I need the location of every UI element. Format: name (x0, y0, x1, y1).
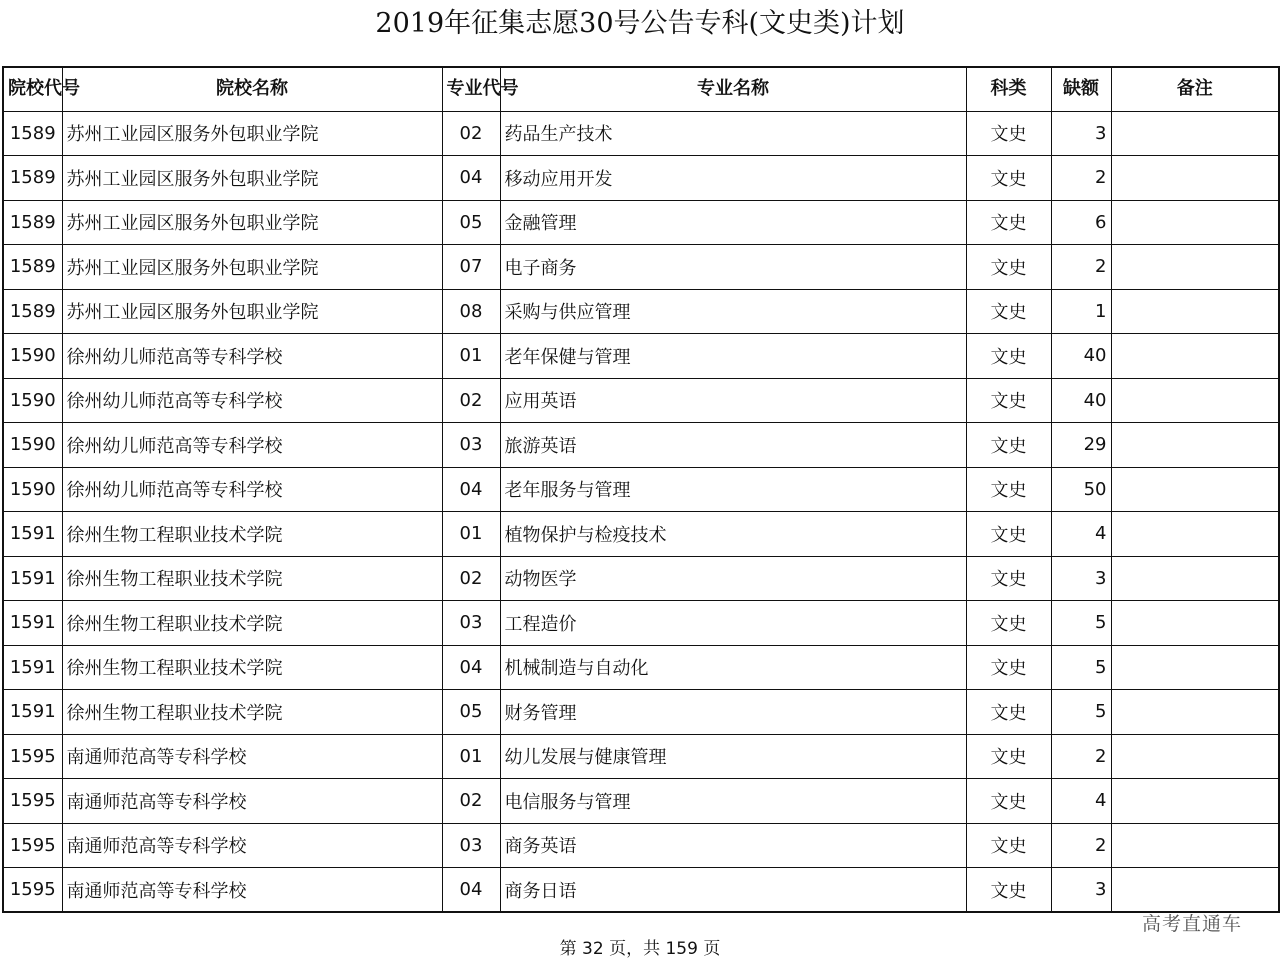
cell-note (1111, 334, 1279, 379)
cell-major-name: 幼儿发展与健康管理 (500, 734, 966, 779)
cell-quota: 5 (1051, 645, 1111, 690)
cell-major-name: 移动应用开发 (500, 156, 966, 201)
cell-note (1111, 378, 1279, 423)
cell-school-code: 1591 (3, 601, 62, 646)
cell-category: 文史 (966, 334, 1051, 379)
cell-school-name: 苏州工业园区服务外包职业学院 (62, 200, 442, 245)
cell-major-name: 机械制造与自动化 (500, 645, 966, 690)
cell-note (1111, 512, 1279, 557)
cell-school-code: 1589 (3, 200, 62, 245)
cell-category: 文史 (966, 245, 1051, 290)
cell-major-code: 03 (442, 423, 500, 468)
cell-category: 文史 (966, 289, 1051, 334)
cell-quota: 3 (1051, 111, 1111, 156)
table-header-row (3, 67, 1279, 111)
cell-school-code: 1591 (3, 556, 62, 601)
cell-quota: 2 (1051, 245, 1111, 290)
cell-note (1111, 690, 1279, 735)
cell-school-code: 1591 (3, 690, 62, 735)
cell-major-name: 药品生产技术 (500, 111, 966, 156)
table-row (3, 512, 1279, 557)
cell-category: 文史 (966, 423, 1051, 468)
cell-school-name: 苏州工业园区服务外包职业学院 (62, 156, 442, 201)
cell-quota: 6 (1051, 200, 1111, 245)
cell-school-name: 徐州生物工程职业技术学院 (62, 601, 442, 646)
cell-note (1111, 779, 1279, 824)
cell-quota: 4 (1051, 779, 1111, 824)
table-row (3, 289, 1279, 334)
cell-major-code: 04 (442, 868, 500, 913)
cell-note (1111, 645, 1279, 690)
cell-major-code: 02 (442, 111, 500, 156)
cell-major-code: 03 (442, 823, 500, 868)
cell-school-code: 1589 (3, 156, 62, 201)
cell-school-code: 1591 (3, 645, 62, 690)
cell-major-name: 老年保健与管理 (500, 334, 966, 379)
table-row (3, 690, 1279, 735)
cell-note (1111, 245, 1279, 290)
cell-school-name: 苏州工业园区服务外包职业学院 (62, 245, 442, 290)
cell-category: 文史 (966, 734, 1051, 779)
cell-school-code: 1591 (3, 512, 62, 557)
table-row (3, 334, 1279, 379)
header-major-code: 专业代号 (442, 67, 500, 111)
table-row (3, 779, 1279, 824)
header-category: 科类 (966, 67, 1051, 111)
cell-quota: 2 (1051, 156, 1111, 201)
table-row (3, 868, 1279, 913)
cell-note (1111, 556, 1279, 601)
header-note: 备注 (1111, 67, 1279, 111)
cell-category: 文史 (966, 556, 1051, 601)
table-row (3, 467, 1279, 512)
cell-school-name: 徐州生物工程职业技术学院 (62, 512, 442, 557)
cell-category: 文史 (966, 200, 1051, 245)
cell-school-name: 南通师范高等专科学校 (62, 823, 442, 868)
cell-quota: 50 (1051, 467, 1111, 512)
cell-quota: 5 (1051, 601, 1111, 646)
cell-major-name: 应用英语 (500, 378, 966, 423)
cell-note (1111, 289, 1279, 334)
cell-major-code: 05 (442, 200, 500, 245)
cell-category: 文史 (966, 512, 1051, 557)
header-major-name: 专业名称 (500, 67, 966, 111)
cell-school-name: 徐州幼儿师范高等专科学校 (62, 467, 442, 512)
cell-major-name: 财务管理 (500, 690, 966, 735)
cell-school-name: 徐州幼儿师范高等专科学校 (62, 334, 442, 379)
cell-school-code: 1595 (3, 779, 62, 824)
cell-major-code: 01 (442, 334, 500, 379)
cell-major-code: 02 (442, 779, 500, 824)
table-row (3, 245, 1279, 290)
page-title: 2019年征集志愿30号公告专科(文史类)计划 (375, 8, 905, 39)
cell-major-code: 04 (442, 645, 500, 690)
cell-quota: 1 (1051, 289, 1111, 334)
cell-note (1111, 868, 1279, 913)
table-row (3, 111, 1279, 156)
cell-school-name: 苏州工业园区服务外包职业学院 (62, 289, 442, 334)
cell-school-code: 1590 (3, 423, 62, 468)
page-number-footer: 第 32 页，共 159 页 (559, 939, 721, 959)
header-school-code: 院校代号 (3, 67, 62, 111)
cell-major-code: 01 (442, 512, 500, 557)
cell-category: 文史 (966, 779, 1051, 824)
cell-quota: 3 (1051, 556, 1111, 601)
cell-major-name: 植物保护与检疫技术 (500, 512, 966, 557)
cell-major-name: 电子商务 (500, 245, 966, 290)
table-row (3, 156, 1279, 201)
cell-major-code: 07 (442, 245, 500, 290)
table-row (3, 823, 1279, 868)
cell-quota: 29 (1051, 423, 1111, 468)
cell-quota: 4 (1051, 512, 1111, 557)
cell-school-code: 1589 (3, 289, 62, 334)
cell-major-name: 商务日语 (500, 868, 966, 913)
cell-note (1111, 111, 1279, 156)
cell-major-name: 旅游英语 (500, 423, 966, 468)
cell-note (1111, 823, 1279, 868)
table-row (3, 645, 1279, 690)
cell-school-name: 徐州生物工程职业技术学院 (62, 690, 442, 735)
cell-note (1111, 200, 1279, 245)
cell-quota: 40 (1051, 334, 1111, 379)
cell-major-name: 商务英语 (500, 823, 966, 868)
cell-major-code: 04 (442, 156, 500, 201)
cell-category: 文史 (966, 111, 1051, 156)
cell-school-name: 苏州工业园区服务外包职业学院 (62, 111, 442, 156)
cell-school-code: 1595 (3, 823, 62, 868)
header-quota: 缺额 (1051, 67, 1111, 111)
cell-quota: 3 (1051, 868, 1111, 913)
cell-school-name: 徐州幼儿师范高等专科学校 (62, 378, 442, 423)
enrollment-plan-table (2, 66, 1280, 913)
cell-school-code: 1595 (3, 734, 62, 779)
cell-note (1111, 423, 1279, 468)
table-row (3, 556, 1279, 601)
table-row (3, 378, 1279, 423)
cell-note (1111, 734, 1279, 779)
watermark-text: 高考直通车 (1142, 913, 1243, 935)
cell-category: 文史 (966, 601, 1051, 646)
table-row (3, 601, 1279, 646)
cell-category: 文史 (966, 868, 1051, 913)
cell-category: 文史 (966, 823, 1051, 868)
cell-school-code: 1590 (3, 378, 62, 423)
cell-major-name: 金融管理 (500, 200, 966, 245)
cell-major-name: 工程造价 (500, 601, 966, 646)
cell-school-code: 1590 (3, 467, 62, 512)
cell-major-code: 02 (442, 378, 500, 423)
cell-school-code: 1589 (3, 111, 62, 156)
cell-category: 文史 (966, 467, 1051, 512)
cell-quota: 2 (1051, 823, 1111, 868)
cell-note (1111, 601, 1279, 646)
cell-quota: 40 (1051, 378, 1111, 423)
cell-major-code: 04 (442, 467, 500, 512)
cell-major-name: 老年服务与管理 (500, 467, 966, 512)
cell-quota: 2 (1051, 734, 1111, 779)
table-row (3, 200, 1279, 245)
cell-major-name: 电信服务与管理 (500, 779, 966, 824)
cell-note (1111, 467, 1279, 512)
cell-major-code: 01 (442, 734, 500, 779)
cell-school-code: 1589 (3, 245, 62, 290)
cell-major-code: 02 (442, 556, 500, 601)
cell-school-name: 徐州幼儿师范高等专科学校 (62, 423, 442, 468)
cell-school-name: 南通师范高等专科学校 (62, 734, 442, 779)
table-row (3, 423, 1279, 468)
cell-quota: 5 (1051, 690, 1111, 735)
cell-major-code: 08 (442, 289, 500, 334)
cell-major-code: 05 (442, 690, 500, 735)
cell-major-name: 动物医学 (500, 556, 966, 601)
cell-school-code: 1595 (3, 868, 62, 913)
cell-school-name: 南通师范高等专科学校 (62, 868, 442, 913)
cell-major-name: 采购与供应管理 (500, 289, 966, 334)
cell-major-code: 03 (442, 601, 500, 646)
cell-note (1111, 156, 1279, 201)
cell-school-name: 南通师范高等专科学校 (62, 779, 442, 824)
cell-school-name: 徐州生物工程职业技术学院 (62, 645, 442, 690)
cell-category: 文史 (966, 645, 1051, 690)
cell-category: 文史 (966, 156, 1051, 201)
table-row (3, 734, 1279, 779)
cell-category: 文史 (966, 378, 1051, 423)
cell-school-code: 1590 (3, 334, 62, 379)
cell-school-name: 徐州生物工程职业技术学院 (62, 556, 442, 601)
header-school-name: 院校名称 (62, 67, 442, 111)
cell-category: 文史 (966, 690, 1051, 735)
table-body (3, 111, 1279, 912)
